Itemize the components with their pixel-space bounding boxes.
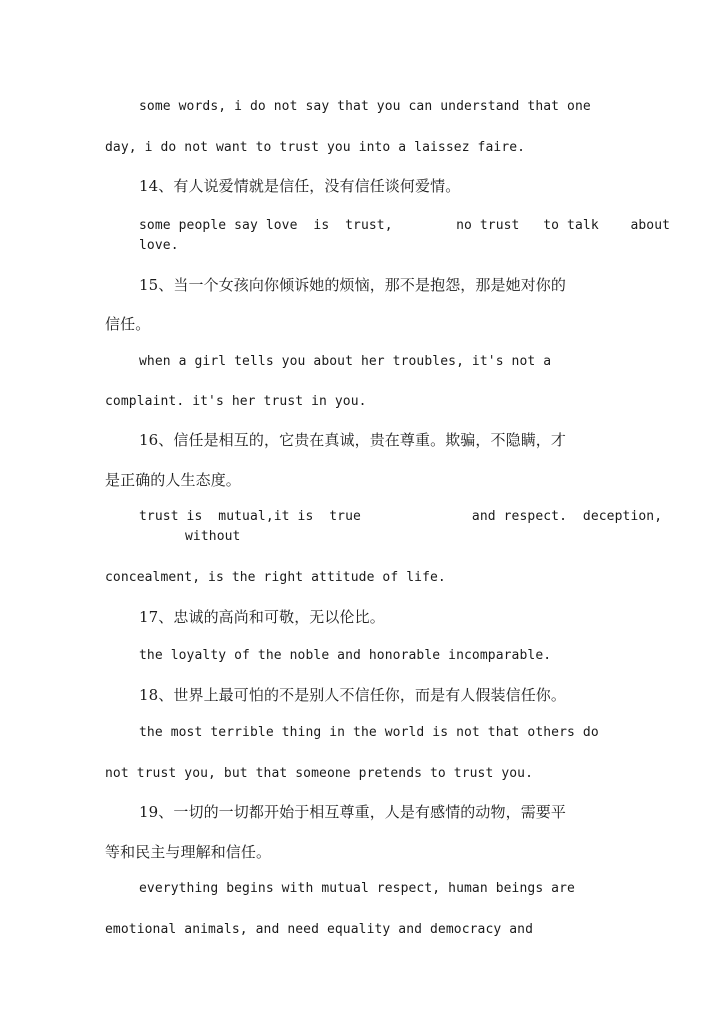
text-line: trust is mutual,it is true and respect. deception, xyxy=(139,509,663,524)
text-line: some people say love is trust, no trust to talk about xyxy=(139,218,671,233)
heading-18: 18、世界上最可怕的不是别人不信任你，而是有人假装信任你。 xyxy=(139,686,566,704)
text-line: not trust you, but that someone pretends to trust you. xyxy=(105,766,534,781)
heading-14: 14、有人说爱情就是信任，没有信任谈何爱情。 xyxy=(139,177,461,195)
text-line: complaint. it's her trust in you. xyxy=(105,394,367,409)
heading-16-cont: 是正确的人生态度。 xyxy=(105,471,241,489)
heading-16: 16、信任是相互的，它贵在真诚，贵在尊重。欺骗，不隐瞒，才 xyxy=(139,431,566,449)
text-line: without xyxy=(185,529,241,544)
text-line: the most terrible thing in the world is not that others do xyxy=(139,725,599,740)
heading-17: 17、忠诚的高尚和可敬，无以伦比。 xyxy=(139,608,385,626)
text-line: day, i do not want to trust you into a laissez faire. xyxy=(105,140,526,155)
text-line: everything begins with mutual respect, human beings are xyxy=(139,881,575,896)
text-line: some words, i do not say that you can understand that one xyxy=(139,99,591,114)
text-line: emotional animals, and need equality and democracy and xyxy=(105,922,534,937)
text-line: when a girl tells you about her troubles, it's not a xyxy=(139,354,552,369)
text-line: concealment, is the right attitude of life. xyxy=(105,570,446,585)
text-line: the loyalty of the noble and honorable incomparable. xyxy=(139,648,552,663)
heading-19-cont: 等和民主与理解和信任。 xyxy=(105,843,272,861)
text-line: love. xyxy=(139,238,179,253)
heading-15-cont: 信任。 xyxy=(105,315,151,333)
heading-15: 15、当一个女孩向你倾诉她的烦恼，那不是抱怨，那是她对你的 xyxy=(139,276,566,294)
heading-19: 19、一切的一切都开始于相互尊重，人是有感情的动物，需要平 xyxy=(139,803,566,821)
